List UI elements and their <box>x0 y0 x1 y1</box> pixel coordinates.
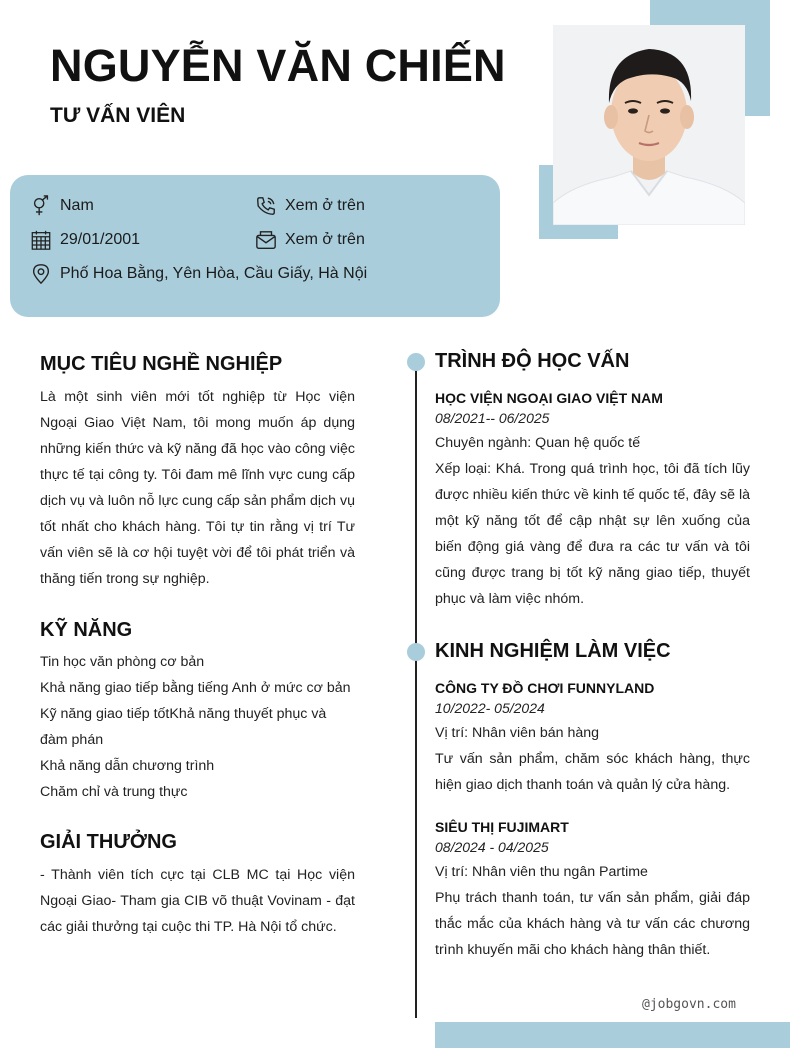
job-period: 08/2024 - 04/2025 <box>435 839 549 855</box>
candidate-role: TƯ VẤN VIÊN <box>50 104 186 127</box>
experience-job <box>435 680 750 798</box>
job-position: Vị trí: Nhân viên bán hàng <box>435 725 600 741</box>
profile-photo-illustration <box>553 25 745 225</box>
timeline-line <box>415 360 417 1018</box>
contact-birthdate <box>30 229 140 251</box>
contact-gender <box>30 195 94 217</box>
job-description: Phụ trách thanh toán, tư vấn sản phẩm, giải đáp thắc mắc của khách hàng và tư vấn các chương trình khuyến mãi cho khách hàng thân thiết. <box>435 890 750 958</box>
profile-photo <box>553 25 745 225</box>
skill-item: Chăm chỉ và trung thực <box>40 784 188 800</box>
contact-email <box>255 229 365 251</box>
skills-list <box>40 649 355 805</box>
job-position: Vị trí: Nhân viên thu ngân Partime <box>435 864 648 880</box>
contact-address <box>30 263 367 285</box>
skill-item: Tin học văn phòng cơ bản <box>40 654 205 670</box>
gender-value: Nam <box>60 197 94 214</box>
skill-item: Khả năng dẫn chương trình <box>40 758 215 774</box>
education-period: 08/2021-- 06/2025 <box>435 410 550 426</box>
awards-text: - Thành viên tích cực tại CLB MC tại Học viện Ngoại Giao- Tham gia CIB võ thuật Vovinam - đạt các giải thưởng tại cuộc thi TP. Hà Nội tổ chức. <box>40 867 355 935</box>
experience-job <box>435 819 750 963</box>
phone-icon <box>255 195 277 217</box>
experience-heading: KINH NGHIỆM LÀM VIỆC <box>435 640 671 662</box>
calendar-icon <box>30 229 52 251</box>
skills-heading: KỸ NĂNG <box>40 619 133 641</box>
education-description: Xếp loại: Khá. Trong quá trình học, tôi đã tích lũy được nhiều kiến thức về kinh tế quốc tế, đây sẽ là một kỹ năng tốt để cập nhật sự lên xuống của biến động giá vàng để đưa ra các tư vấn và tôi cũng được trang bị tốt kỹ năng giao tiếp, thuyết phục và làm việc nhóm. <box>435 461 750 607</box>
location-pin-icon <box>30 263 52 285</box>
contact-phone <box>255 195 365 217</box>
awards-heading: GIẢI THƯỞNG <box>40 831 177 853</box>
education-block <box>435 390 750 612</box>
contact-box <box>10 175 500 317</box>
objective-heading: MỤC TIÊU NGHỀ NGHIỆP <box>40 353 283 375</box>
company-name: SIÊU THỊ FUJIMART <box>435 819 569 835</box>
timeline-dot-experience <box>407 643 425 661</box>
job-period: 10/2022- 05/2024 <box>435 700 545 716</box>
objective-text: Là một sinh viên mới tốt nghiệp từ Học viện Ngoại Giao Việt Nam, tôi mong muốn áp dụng những kiến thức và kỹ năng đã học vào công việc thực tế tại công ty. Tôi đam mê lĩnh vực cung cấp dịch vụ và luôn nỗ lực cung cấp sản phẩm dịch vụ tốt nhất cho khách hàng. Tôi tự tin rằng vị trí Tư vấn viên sẽ là cơ hội tuyệt vời để tôi phát triển và thăng tiến trong sự nghiệp. <box>40 389 355 587</box>
skill-item: Khả năng giao tiếp bằng tiếng Anh ở mức cơ bản <box>40 680 351 696</box>
watermark-text: @jobgovn.com <box>642 997 736 1012</box>
mail-icon <box>255 229 277 251</box>
email-value: Xem ở trên <box>285 231 365 248</box>
company-name: CÔNG TY ĐỒ CHƠI FUNNYLAND <box>435 680 655 696</box>
education-major: Chuyên ngành: Quan hệ quốc tế <box>435 435 641 451</box>
skill-item: Kỹ năng giao tiếp tốtKhả năng thuyết phục và đàm phán <box>40 706 327 748</box>
phone-value: Xem ở trên <box>285 197 365 214</box>
gender-icon <box>30 195 52 217</box>
education-heading: TRÌNH ĐỘ HỌC VẤN <box>435 350 630 372</box>
footer-accent-bar <box>435 1022 790 1048</box>
birthdate-value: 29/01/2001 <box>60 231 141 248</box>
candidate-name: NGUYỄN VĂN CHIẾN <box>50 40 506 91</box>
school-name: HỌC VIỆN NGOẠI GIAO VIỆT NAM <box>435 390 663 406</box>
timeline-dot-education <box>407 353 425 371</box>
address-value: Phố Hoa Bằng, Yên Hòa, Cầu Giấy, Hà Nội <box>60 265 368 282</box>
job-description: Tư vấn sản phẩm, chăm sóc khách hàng, thực hiện giao dịch thanh toán và quản lý cửa hàng. <box>435 751 750 793</box>
